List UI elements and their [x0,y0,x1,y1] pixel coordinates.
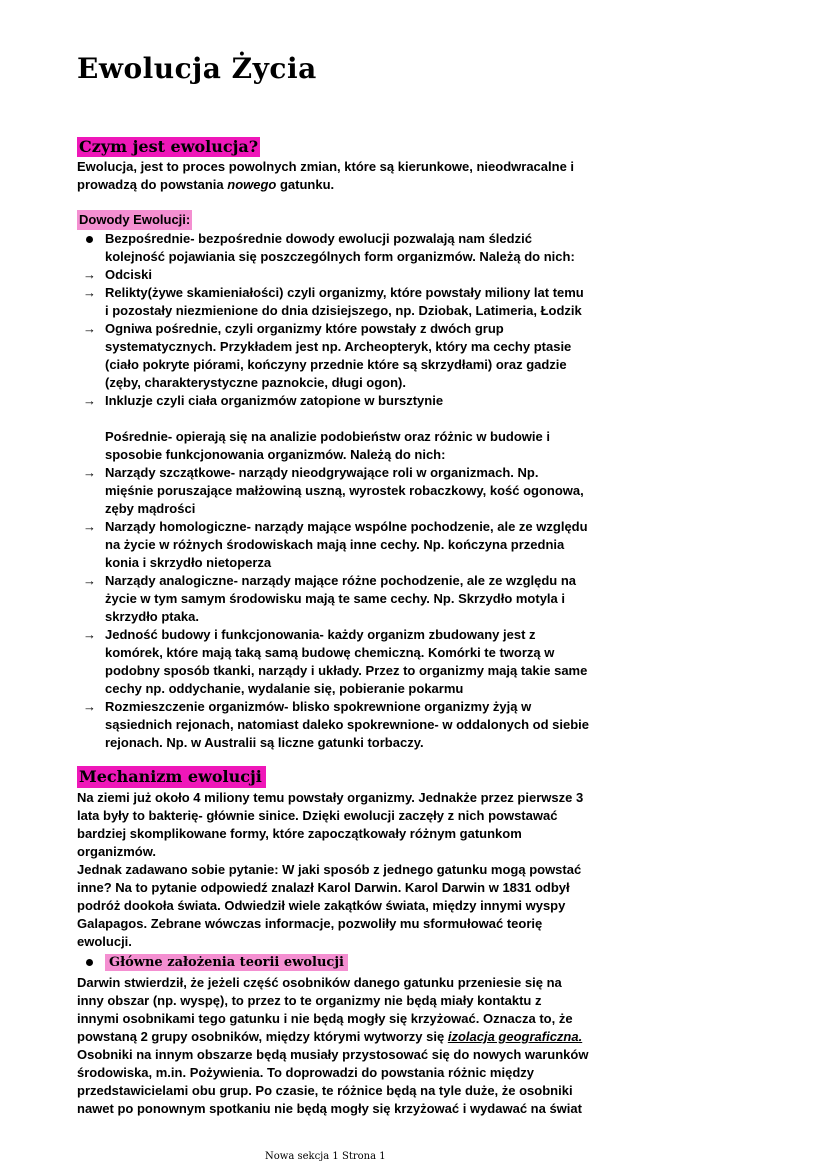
evidence-list [77,230,657,752]
arrow-right-icon: → [83,465,96,480]
text-line: zęby mądrości [105,501,196,516]
text-line: konia i skrzydło nietoperza [105,555,272,570]
text-line: Narządy analogiczne- narządy mające różne pochodzenie, ale ze względu na [105,573,577,588]
text-line: życie w tym samym środowisku mają te same cechy. Np. Skrzydło motyla i [105,591,566,606]
definition-line: Ewolucja, jest to proces powolnych zmian, które są kierunkowe, nieodwracalne i [77,159,575,174]
arrow-list-item [77,266,657,284]
bullet-main-assumptions [77,953,657,972]
text-line: (zęby, charakterystyczne paznokcie, długi ogon). [105,375,406,390]
text-line: Galapagos. Zebrane wówczas informacje, pozwoliły mu sformułować teorię [77,916,543,931]
text-line: nawet po ponownym spotkaniu nie będą mogły się krzyżować i wydawać na świat [77,1101,582,1116]
text-line: cechy np. oddychanie, wydalanie się, pobieranie pokarmu [105,681,464,696]
darwin-paragraph-continued [77,1046,657,1118]
page-title: Ewolucja Życia [77,52,317,85]
definition-line: prowadzą do powstania nowego gatunku. [77,177,335,192]
bullet-direct [77,230,657,266]
arrow-right-icon: → [83,321,96,336]
text-line: innymi osobnikami tego gatunku i nie będą mogły się krzyżować. Oznacza to, że [77,1011,573,1026]
darwin-paragraph [77,974,657,1028]
text-line: Jednak zadawano sobie pytanie: W jaki sposób z jednego gatunku mogą powstać [77,862,582,877]
text-line: Narządy homologiczne- narządy mające wspólne pochodzenie, ale ze względu [105,519,588,534]
text-line: sposobie funkcjonowania organizmów. Należą do nich: [105,447,446,462]
subheading-main-assumptions: Główne założenia teorii ewolucji [105,954,348,971]
text-line: lata były to bakterię- głównie sinice. Dzięki ewolucji zaczęły z nich powstawać [77,808,558,823]
indirect-evidence-items [77,464,657,752]
text-line: środowiska, m.in. Pożywienia. To doprowadzi do powstania różnic między [77,1065,534,1080]
text-line: bardziej skomplikowane formy, które zapoczątkowały różnym gatunkom [77,826,522,841]
text-line: Ogniwa pośrednie, czyli organizmy które powstały z dwóch grup [105,321,504,336]
text-line: sąsiednich rejonach, natomiast daleko spokrewnione- w oddalonych od siebie [105,717,590,732]
text-line: ewolucji. [77,934,132,949]
text-line: Relikty(żywe skamieniałości) czyli organizmy, które powstały miliony lat temu [105,285,584,300]
text-line: podróż dookoła świata. Odwiedził wiele zakątków świata, między innymi wyspy [77,898,566,913]
text-line: Na ziemi już około 4 miliony temu powstały organizmy. Jednakże przez pierwsze 3 [77,790,584,805]
arrow-right-icon: → [83,699,96,714]
arrow-list-item [77,464,657,518]
mechanism-section [77,789,657,1118]
arrow-right-icon: → [83,627,96,642]
arrow-list-item [77,572,657,626]
text-line: inny obszar (np. wyspę), to przez to te organizmy nie będą miały kontaktu z [77,993,542,1008]
text-line: przedstawicielami obu grup. Po czasie, te różnice będą na tyle duże, że osobniki [77,1083,573,1098]
text-line: powstaną 2 grupy osobników, między którymi wytworzy się izolacja geograficzna. [77,1029,583,1044]
arrow-list-item [77,698,657,752]
heading-mechanism: Mechanizm ewolucji [77,766,266,788]
text-line: podobny sposób tkanki, narządy i układy. Przez to organizmy mają takie same [105,663,588,678]
text-line: na życie w różnych środowiskach mają inne cechy. Np. kończyna przednia [105,537,565,552]
text-line: Narządy szczątkowe- narządy nieodgrywające roli w organizmach. Np. [105,465,539,480]
arrow-list-item [77,518,657,572]
text-line: skrzydło ptaka. [105,609,199,624]
text-line: rejonach. Np. w Australii są liczne gatunki torbaczy. [105,735,424,750]
text-line: Inkluzje czyli ciała organizmów zatopione w bursztynie [105,393,444,408]
bullet-dot-icon [86,236,93,243]
text-line: (ciało pokryte piórami, kończyny przednie które są skrzydłami) oraz gadzie [105,357,567,372]
arrow-right-icon: → [83,285,96,300]
arrow-right-icon: → [83,573,96,588]
arrow-list-item [77,284,657,320]
text-line: komórek, które mają taką samą budowę chemiczną. Komórki te tworzą w [105,645,555,660]
heading-what-is-evolution: Czym jest ewolucja? [79,137,259,156]
direct-evidence-items [77,266,657,410]
text-line: Pośrednie- opierają się na analizie podobieństw oraz różnic w budowie i [105,429,550,444]
definition-paragraph [77,158,657,194]
text-line: systematycznych. Przykładem jest np. Archeopteryk, który ma cechy ptasie [105,339,572,354]
arrow-right-icon: → [83,519,96,534]
mechanism-paragraph [77,789,657,951]
geographic-isolation-term: izolacja geograficzna. [447,1029,583,1044]
text-line: organizmów. [77,844,156,859]
heading-evidence: Dowody Ewolucji: [77,210,192,230]
arrow-right-icon: → [83,267,96,282]
bullet-dot-icon [86,959,93,966]
text-line: Bezpośrednie- bezpośrednie dowody ewolucji pozwalają nam śledzić [105,231,532,246]
text-line: Odciski [105,267,152,282]
text-line: Rozmieszczenie organizmów- blisko spokrewnione organizmy żyją w [105,699,532,714]
arrow-list-item [77,392,657,410]
text-line: i pozostały niezmienione do dnia dzisiejszego, np. Dziobak, Latimeria, Łodzik [105,303,582,318]
text-line: Jedność budowy i funkcjonowania- każdy organizm zbudowany jest z [105,627,536,642]
emphasis-new: nowego [227,177,277,192]
text-line: mięśnie poruszające małżowiną uszną, wyrostek robaczkowy, kość ogonowa, [105,483,584,498]
text-line: Darwin stwierdził, że jeżeli część osobników danego gatunku przeniesie się na [77,975,562,990]
arrow-right-icon: → [83,393,96,408]
page-footer: Nowa sekcja 1 Strona 1 [265,1151,386,1162]
text-line: Osobniki na innym obszarze będą musiały przystosować się do nowych warunków [77,1047,589,1062]
text-line: kolejność pojawiania się poszczególnych form organizmów. Należą do nich: [105,249,575,264]
text-line: inne? Na to pytanie odpowiedź znalazł Karol Darwin. Karol Darwin w 1831 odbył [77,880,570,895]
indirect-intro [77,428,657,464]
arrow-list-item [77,320,657,392]
arrow-list-item [77,626,657,698]
